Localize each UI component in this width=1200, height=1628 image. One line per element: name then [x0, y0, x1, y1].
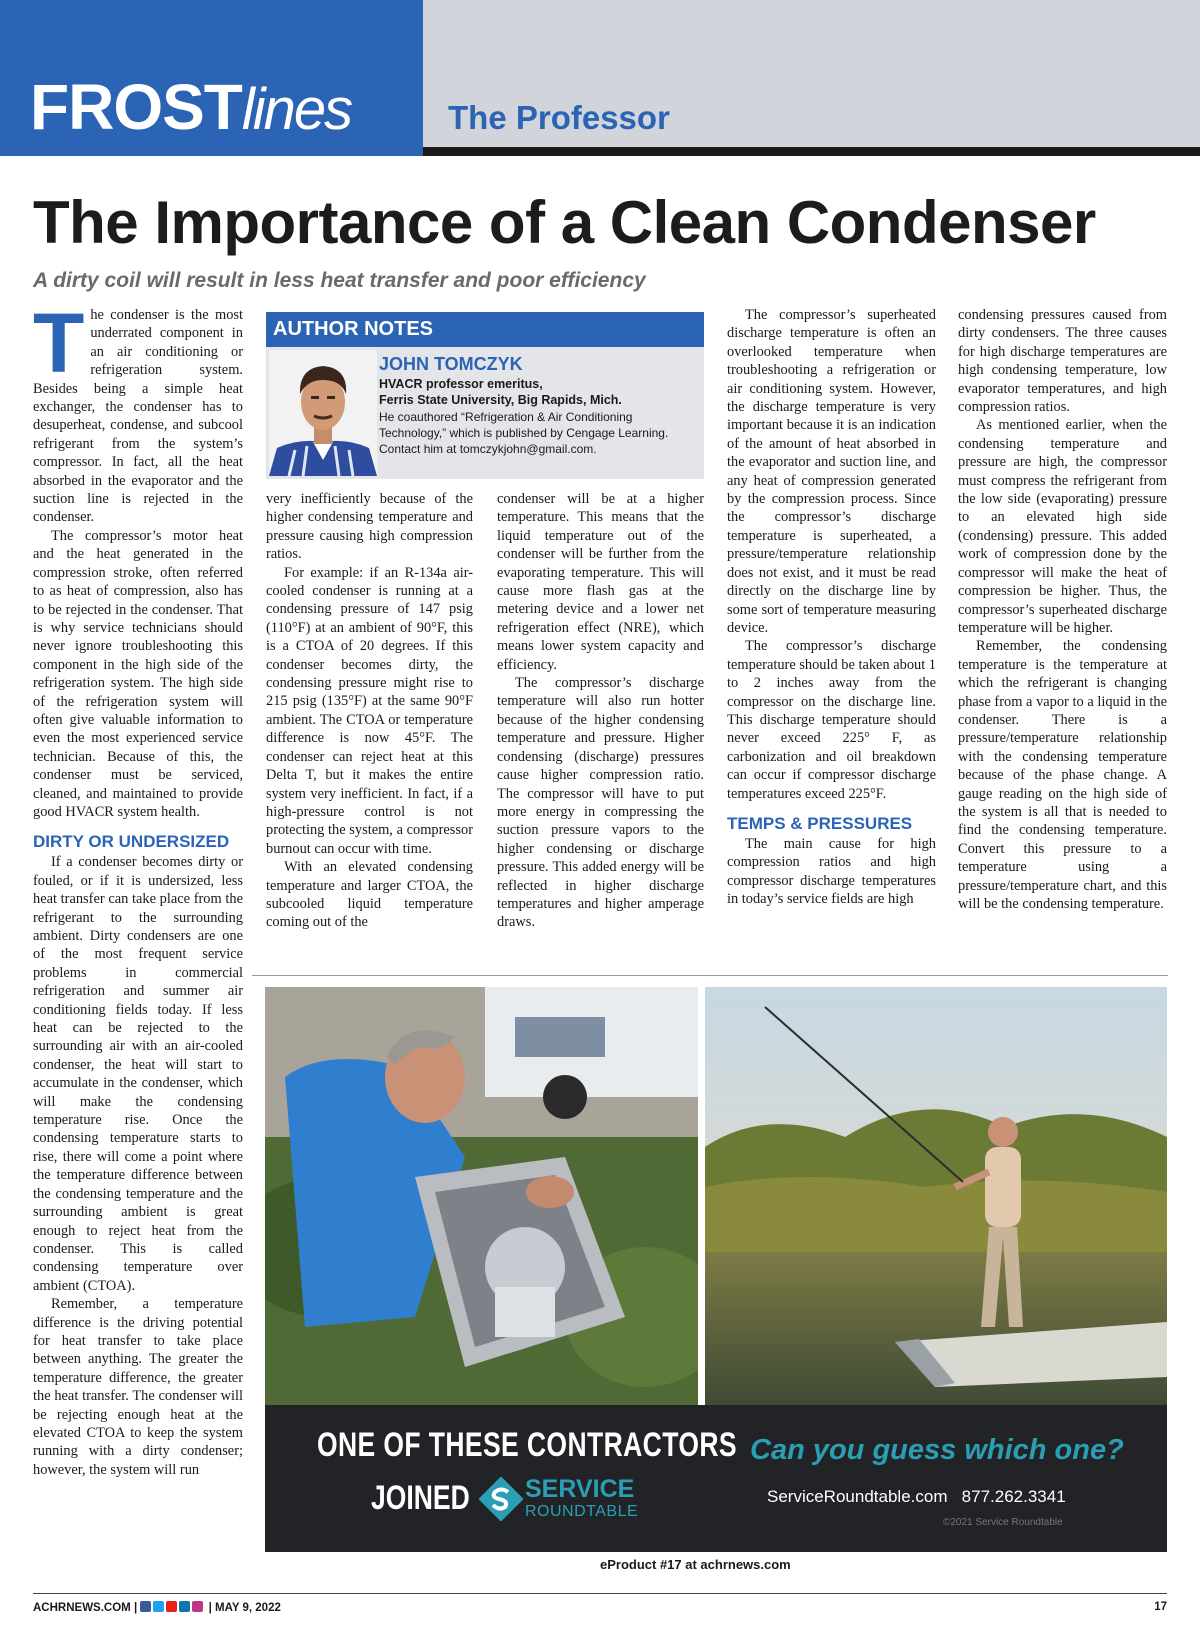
ad-frame-rule	[252, 975, 1168, 976]
facebook-icon[interactable]	[140, 1601, 151, 1612]
subhead-temps-pressures: TEMPS & PRESSURES	[727, 813, 913, 833]
article-deck: A dirty coil will result in less heat transfer and poor efficiency	[33, 269, 646, 292]
paragraph: very inefficiently because of the higher condensing temperature and pressure causing high compression ratios.	[266, 491, 473, 563]
linkedin-icon[interactable]	[179, 1601, 190, 1612]
footer-left	[33, 1601, 281, 1614]
column-5	[958, 306, 1167, 913]
article-title: The Importance of a Clean Condenser	[33, 189, 1096, 256]
paragraph: If a condenser becomes dirty or fouled, or if it is undersized, less heat transfer can take place from the refrigerant to the surrounding ambient. Dirty condensers are one of the most frequent service problems in commercial refrigeration and summer air conditioning fields today. If less heat can be rejected to the surrounding air with an air-cooled condenser, the heat will start to accumulate in the condenser, which will make the condensing temperature rise. Once the condensing temperature starts to rise, there will come a point where the temperature difference between the condensing temperature and the surrounding ambient is great enough to reject heat from the condenser. This is called condensing temperature over ambient (CTOA).	[33, 854, 243, 1294]
paragraph: The compressor’s discharge temperature will also run hotter because of the higher condensing temperature and pressure. Higher condensing (discharge) pressures cause higher compression ratio. The compressor will have to put more energy in compressing the suction pressure vapors to the higher condensing or discharge pressure. This added energy will be reflected in higher discharge temperatures and higher amperage draws.	[497, 675, 704, 931]
fishing-photo	[705, 987, 1167, 1405]
paragraph: The compressor’s discharge temperature should be taken about 1 to 2 inches away from the compressor on the discharge line. This discharge temperature should never exceed 225° F, as carbonization and oil breakdown can occur if compressor discharge temperatures exceed 225°F.	[727, 638, 936, 802]
paragraph: Remember, a temperature difference is the driving potential for heat transfer to take place between anything. The greater the temperature difference, the greater the heat transfer. The condenser will be rejecting enough heat at the elevated CTOA to keep the system running with a dirty condenser; however, the system will run	[33, 1296, 243, 1478]
paragraph: condenser will be at a higher temperature. This means that the liquid temperature out of the condenser will be further from the evaporating temperature. This will cause more flash gas at the metering device and a lower net refrigeration effect (NRE), which means lower system capacity and efficiency.	[497, 491, 704, 673]
section-title: The Professor	[448, 99, 670, 136]
twitter-icon[interactable]	[153, 1601, 164, 1612]
footer-separator: |	[133, 1602, 141, 1614]
frostlines-logo	[30, 70, 351, 144]
paragraph-text: he condenser is the most underrated component in an air conditioning or refrigeration system. Besides being a simple heat exchanger, the condenser has to desuperheat, condense, and subcool refrigerant from the system’s compressor. In fact, all the heat absorbed in the evaporator and the suction line is rejected in the condenser.	[33, 307, 243, 526]
ad-copyright: ©2021 Service Roundtable	[943, 1517, 1063, 1528]
paragraph: For example: if an R-134a air-cooled condenser is running at a condensing pressure of 147 psig (110°F) at an ambient of 90°F, this is a CTOA of 20 degrees. If this condenser becomes dirty, the condensing pressure might rise to 215 psig (135°F) at the same 90°F ambient. The CTOA or temperature difference is now 45°F. The condenser can reject heat at this Delta T, but it makes the entire system very inefficient. In fact, if a high-pressure control is not protecting the system, a compressor burnout can occur with time.	[266, 564, 473, 857]
brand-name-service: SERVICE	[525, 1475, 635, 1503]
instagram-icon[interactable]	[192, 1601, 203, 1612]
paragraph: Remember, the condensing temperature is the temperature at which the refrigerant is changing phase from a vapor to a liquid in the condenser. There is a pressure/temperature relationship with the condensing temperature because of the phase change. A gauge reading on the high side of the system is all that is needed to find the condensing temperature. Convert this pressure to a temperature using a pressure/temperature chart, and this will be the condensing temperature.	[958, 638, 1167, 912]
footer-date: MAY 9, 2022	[215, 1602, 281, 1614]
logo-light: lines	[241, 77, 352, 142]
author-portrait	[269, 350, 377, 476]
ad-headline-1: ONE OF THESE CONTRACTORS	[317, 1426, 737, 1464]
ad-headline-2: JOINED	[371, 1479, 470, 1517]
column-3	[497, 490, 704, 932]
ad-question: Can you guess which one?	[750, 1434, 1124, 1466]
paragraph: condensing pressures caused from dirty condensers. The three causes for high discharge temperatures are high condensing temperature, low evaporator temperatures, and high compression ratios.	[958, 307, 1167, 416]
service-roundtable-ad[interactable]	[265, 987, 1167, 1552]
brand-name-roundtable: ROUNDTABLE	[525, 1503, 639, 1520]
eproduct-link[interactable]: eProduct #17 at achrnews.com	[600, 1557, 791, 1572]
paragraph: As mentioned earlier, when the condensing temperature and pressure are high, the compressor must compress the refrigerant from the low side (evaporating) pressure to an elevated high side (condensing) pressure. This added work of compression done by the compressor will make the heat of compression be higher. Thus, the compressor’s superheated discharge temperature will be higher.	[958, 417, 1167, 636]
page-number: 17	[1154, 1601, 1167, 1613]
author-notes-box	[266, 312, 704, 479]
author-affiliation: Ferris State University, Big Rapids, Mich.	[379, 393, 622, 407]
ad-banner	[265, 1405, 1167, 1552]
youtube-icon[interactable]	[166, 1601, 177, 1612]
author-role	[379, 376, 699, 408]
footer-site[interactable]: ACHRNEWS.COM	[33, 1602, 131, 1614]
author-bio: He coauthored “Refrigeration & Air Conditioning Technology,” which is published by Cengage Learning. Contact him at tomczykjohn@gmail.com.	[379, 410, 669, 456]
paragraph	[33, 296, 243, 527]
subhead-dirty-or-undersized: DIRTY OR UNDERSIZED	[33, 832, 230, 852]
drop-cap: T	[33, 296, 85, 390]
column-2	[266, 490, 473, 932]
paragraph: The compressor’s motor heat and the heat generated in the compression stroke, often referred to as heat of compression, also has to be rejected in the condenser. That is why service technicians should never ignore troubleshooting this component in the high side of the refrigeration system. The high side of the refrigeration system will often give valuable information to even the most experienced service technician. Because of this, the condenser must be serviced, cleaned, and maintained to provide good HVACR system health.	[33, 527, 243, 820]
footer-separator: |	[208, 1602, 215, 1614]
column-1	[33, 296, 243, 1479]
technician-photo	[265, 987, 698, 1405]
footer-rule	[33, 1593, 1167, 1594]
column-4	[727, 306, 936, 909]
author-notes-header: AUTHOR NOTES	[266, 312, 704, 347]
paragraph: With an elevated condensing temperature and larger CTOA, the subcooled liquid temperature coming out of the	[266, 859, 473, 931]
paragraph: The compressor’s superheated discharge temperature is often an overlooked temperature when troubleshooting a refrigeration or air conditioning system. However, the discharge temperature is very important because it is an indication of the amount of heat absorbed in the evaporator and suction line, and any heat of compression generated by the compression process. Since the compressor’s discharge temperature is superheated, a pressure/temperature relationship does not exist, and it must be read directly on the discharge line by some sort of temperature measuring device.	[727, 307, 936, 636]
logo-bold: FROST	[30, 71, 242, 143]
ad-contact[interactable]: ServiceRoundtable.com 877.262.3341	[767, 1487, 1066, 1506]
author-title: HVACR professor emeritus,	[379, 377, 543, 391]
header-rule	[423, 147, 1200, 156]
author-name: JOHN TOMCZYK	[379, 354, 523, 374]
service-roundtable-logo-icon	[479, 1477, 523, 1521]
paragraph: The main cause for high compression ratios and high compressor discharge temperatures in today’s service fields are high	[727, 835, 936, 908]
